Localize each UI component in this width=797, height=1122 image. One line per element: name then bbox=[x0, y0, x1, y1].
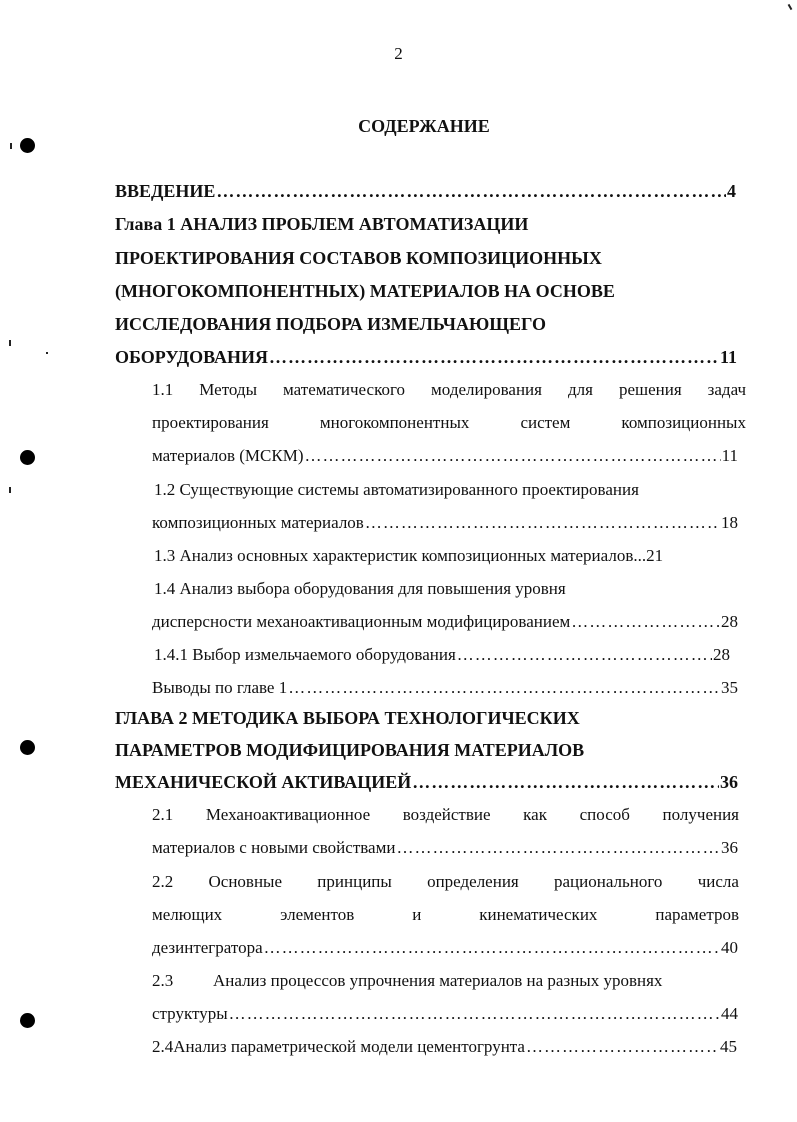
entry-label: Глава 1 АНАЛИЗ ПРОБЛЕМ АВТОМАТИЗАЦИИ bbox=[115, 214, 529, 234]
toc-entry-1-1-line2[interactable] bbox=[152, 413, 746, 433]
entry-page: 35 bbox=[721, 678, 738, 697]
entry-label: 1.4.1 Выбор измельчаемого оборудования bbox=[154, 645, 456, 664]
word: способ bbox=[579, 805, 630, 824]
binder-hole-marker bbox=[20, 138, 35, 153]
section-number: 2.3 bbox=[152, 971, 174, 990]
leader-dots bbox=[305, 446, 721, 466]
scan-speck bbox=[9, 340, 11, 346]
toc-entry-2-1-line1[interactable] bbox=[152, 805, 739, 825]
toc-entry-2-2-line3[interactable] bbox=[152, 938, 738, 958]
entry-label: 1.3 Анализ основных характеристик композиционных материалов... bbox=[154, 546, 647, 565]
word: числа bbox=[697, 872, 739, 891]
word: для bbox=[567, 380, 593, 399]
entry-label: 1.2 Существующие системы автоматизированного проектирования bbox=[154, 480, 639, 499]
entry-page: 11 bbox=[719, 347, 737, 367]
toc-entry-1-4-line1[interactable] bbox=[154, 579, 566, 599]
word: мелющих bbox=[152, 905, 223, 924]
toc-entry-2-2-line1[interactable] bbox=[152, 872, 739, 892]
word: проектирования bbox=[152, 413, 269, 432]
toc-entry-1-4-1[interactable] bbox=[154, 645, 730, 665]
entry-page: 28 bbox=[721, 612, 738, 631]
entry-label: композиционных материалов bbox=[152, 513, 364, 532]
entry-label: дисперсности механоактивационным модифицированием bbox=[152, 612, 571, 631]
section-number: 2.4 bbox=[152, 1037, 174, 1056]
word: 2.1 bbox=[152, 805, 174, 824]
toc-entry-2-2-line2[interactable] bbox=[152, 905, 739, 925]
scan-speck bbox=[9, 487, 11, 493]
binder-hole-marker bbox=[20, 450, 35, 465]
toc-entry-chapter-1-line1[interactable] bbox=[115, 214, 528, 235]
entry-page: 36 bbox=[721, 838, 738, 857]
leader-dots bbox=[229, 1004, 720, 1024]
word: Основные bbox=[208, 872, 283, 891]
toc-entry-1-1-line3[interactable] bbox=[152, 446, 738, 466]
binder-hole-marker bbox=[20, 740, 35, 755]
entry-label: (МНОГОКОМПОНЕНТНЫХ) МАТЕРИАЛОВ НА ОСНОВЕ bbox=[115, 281, 615, 301]
word: рационального bbox=[554, 872, 663, 891]
toc-entry-chapter-1-line5[interactable] bbox=[115, 347, 737, 368]
leader-dots bbox=[526, 1037, 719, 1057]
entry-label: ГЛАВА 2 МЕТОДИКА ВЫБОРА ТЕХНОЛОГИЧЕСКИХ bbox=[115, 708, 580, 728]
word: кинематических bbox=[479, 905, 598, 924]
word: получения bbox=[662, 805, 739, 824]
word: задач bbox=[707, 380, 746, 399]
word: параметров bbox=[655, 905, 739, 924]
word: принципы bbox=[317, 872, 392, 891]
scan-speck bbox=[10, 143, 12, 149]
toc-entry-intro[interactable] bbox=[115, 181, 736, 202]
entry-label: Анализ параметрической модели цементогрунта bbox=[173, 1037, 525, 1056]
word: как bbox=[523, 805, 547, 824]
entry-label: ПАРАМЕТРОВ МОДИФИЦИРОВАНИЯ МАТЕРИАЛОВ bbox=[115, 740, 585, 760]
leader-dots bbox=[571, 612, 720, 632]
entry-label: структуры bbox=[152, 1004, 228, 1023]
entry-page: 28 bbox=[713, 645, 730, 664]
toc-title: СОДЕРЖАНИЕ bbox=[358, 116, 490, 136]
leader-dots bbox=[216, 181, 726, 202]
entry-page: 40 bbox=[721, 938, 738, 957]
toc-entry-2-3-line1[interactable] bbox=[152, 971, 739, 991]
scan-speck bbox=[46, 352, 48, 354]
toc-entry-conclusions-1[interactable] bbox=[152, 678, 738, 698]
word: Методы bbox=[199, 380, 257, 399]
word: элементов bbox=[280, 905, 355, 924]
leader-dots bbox=[457, 645, 712, 665]
toc-entry-chapter-1-line4[interactable] bbox=[115, 314, 546, 335]
entry-page: 36 bbox=[720, 772, 738, 792]
entry-label: МЕХАНИЧЕСКОЙ АКТИВАЦИЕЙ bbox=[115, 772, 412, 792]
entry-page: 21 bbox=[646, 546, 664, 565]
word: композиционных bbox=[621, 413, 746, 432]
toc-entry-1-3[interactable] bbox=[154, 546, 738, 566]
word: и bbox=[412, 905, 422, 924]
entry-label: 1.4 Анализ выбора оборудования для повышения уровня bbox=[154, 579, 566, 598]
entry-page: 18 bbox=[721, 513, 738, 532]
scan-speck bbox=[788, 4, 793, 10]
entry-label: ОБОРУДОВАНИЯ bbox=[115, 347, 268, 367]
toc-entry-1-2-line1[interactable] bbox=[154, 480, 639, 500]
word: многокомпонентных bbox=[319, 413, 470, 432]
leader-dots bbox=[269, 347, 719, 368]
entry-page: 45 bbox=[720, 1037, 737, 1056]
entry-label: материалов (МСКМ) bbox=[152, 446, 304, 465]
word: систем bbox=[520, 413, 571, 432]
toc-entry-1-1-line1[interactable] bbox=[152, 380, 746, 400]
page-number: 2 bbox=[394, 44, 403, 63]
toc-entry-chapter-2-line2[interactable] bbox=[115, 740, 584, 761]
word: 2.2 bbox=[152, 872, 174, 891]
leader-dots bbox=[412, 772, 719, 793]
word: 1.1 bbox=[152, 380, 174, 399]
binder-hole-marker bbox=[20, 1013, 35, 1028]
word: воздействие bbox=[402, 805, 491, 824]
word: моделирования bbox=[431, 380, 542, 399]
word: математического bbox=[283, 380, 406, 399]
leader-dots bbox=[264, 938, 720, 958]
toc-entry-chapter-2-line1[interactable] bbox=[115, 708, 580, 729]
word: Механоактивационное bbox=[205, 805, 371, 824]
entry-page: 11 bbox=[721, 446, 738, 465]
word: решения bbox=[618, 380, 682, 399]
leader-dots bbox=[396, 838, 720, 858]
entry-label: ИССЛЕДОВАНИЯ ПОДБОРА ИЗМЕЛЬЧАЮЩЕГО bbox=[115, 314, 546, 334]
entry-page: 44 bbox=[721, 1004, 738, 1023]
toc-entry-chapter-1-line2[interactable] bbox=[115, 248, 602, 269]
toc-entry-2-3-line2[interactable] bbox=[152, 1004, 738, 1024]
entry-label: материалов с новыми свойствами bbox=[152, 838, 396, 857]
entry-label: ПРОЕКТИРОВАНИЯ СОСТАВОВ КОМПОЗИЦИОННЫХ bbox=[115, 248, 602, 268]
leader-dots bbox=[365, 513, 720, 533]
toc-entry-chapter-1-line3[interactable] bbox=[115, 281, 615, 302]
entry-label: ВВЕДЕНИЕ bbox=[115, 181, 216, 201]
entry-page: 4 bbox=[727, 181, 736, 201]
entry-label: Анализ процессов упрочнения материалов на разных уровнях bbox=[213, 971, 663, 990]
entry-label: дезинтегратора bbox=[152, 938, 263, 957]
entry-label: Выводы по главе 1 bbox=[152, 678, 288, 697]
toc-entry-2-1-line2[interactable] bbox=[152, 838, 738, 858]
toc-entry-1-4-line2[interactable] bbox=[152, 612, 738, 632]
word: определения bbox=[427, 872, 519, 891]
toc-entry-2-4[interactable] bbox=[152, 1037, 737, 1057]
toc-entry-1-2-line2[interactable] bbox=[152, 513, 738, 533]
toc-entry-chapter-2-line3[interactable] bbox=[115, 772, 738, 793]
leader-dots bbox=[288, 678, 720, 698]
